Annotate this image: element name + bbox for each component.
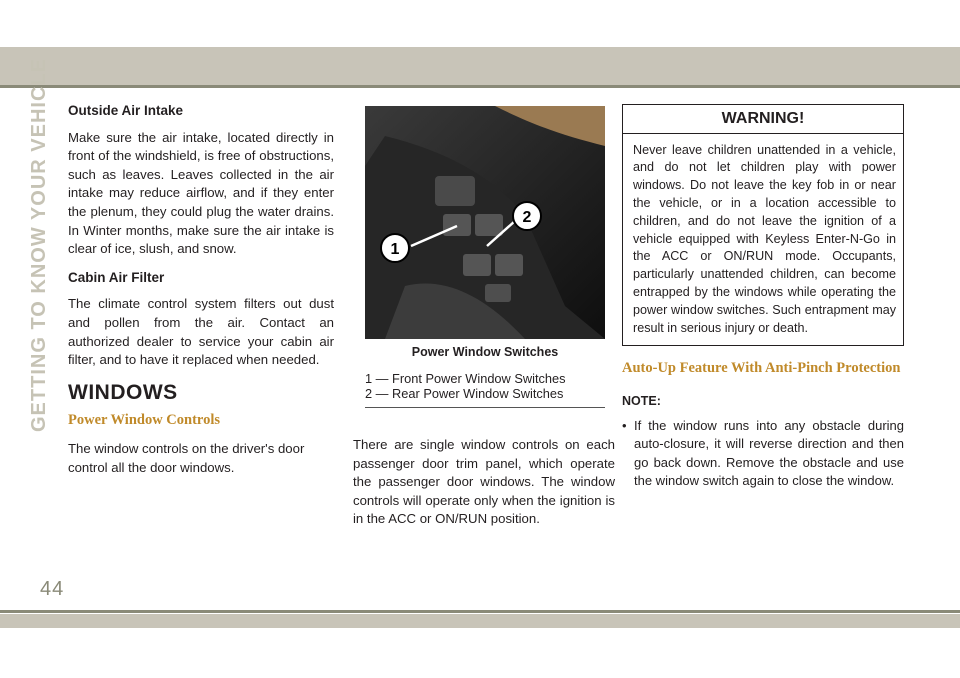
header-band [0,47,960,85]
warning-title: WARNING! [623,105,903,134]
paragraph-single-window-controls: There are single window controls on each passenger door trim panel, which operate the passenger door windows. The window controls will operate only when the ignition is in the ACC or ON/RUN position. [353,437,615,527]
note-bullet-text: If the window runs into any obstacle during auto-closure, it will reverse direction and then go back down. Remove the obstacle and use the window switch again to close the window. [634,417,904,489]
warning-text: Never leave children unattended in a vehicle, and do not let children play with power windows. Do not leave the key fob in or near the vehicle, or in a location accessible to children, and do not leave the ignition of a vehicle equipped with Keyless Enter-N-Go in the ACC or ON/RUN mode. Occupants, particularly unattended children, can become entrapped by the windows while operating the power window switches. Such entrapment may result in serious injury or death. [633,142,896,335]
callout-label-1: 1 [390,241,400,258]
figure-caption: Power Window Switches [411,345,559,359]
window-switch-rear-left [463,254,491,276]
callout-label-2: 2 [522,209,532,226]
paragraph-outside-air-intake: Make sure the air intake, located directly in front of the windshield, is free of obstructions, such as leaves. Leaves collected in the air intake may reduce airflow, and if they enter the plenum, they could plug the water drains. In Winter months, make sure the air intake is clear of ice, slush, and snow. [68,129,334,257]
window-switch-rear-right [495,254,523,276]
column-left [68,102,334,488]
paragraph-cabin-air-filter: The climate control system filters out dust and pollen from the air. Contact an authorized dealer to service your cabin air filter, and to have it replaced when needed. [68,296,334,368]
column-right [622,104,904,491]
header-rule [0,85,960,88]
heading-auto-up-anti-pinch: Auto-Up Feature With Anti-Pinch Protection [622,360,901,377]
note-bullet-item [622,417,904,491]
figure-legend [365,371,605,401]
power-window-switches-photo [365,106,605,339]
window-switch-front-left [443,214,471,236]
legend-item-2: 2 — Rear Power Window Switches [365,386,564,401]
note-label: NOTE: [622,394,661,409]
section-side-title: GETTING TO KNOW YOUR VEHICLE [28,58,50,432]
window-lock-switch [485,284,511,302]
footer-band [0,614,960,628]
heading-power-window-controls: Power Window Controls [68,412,221,429]
heading-windows: WINDOWS [68,380,178,404]
mirror-switch [435,176,475,206]
legend-item-1: 1 — Front Power Window Switches [365,371,566,386]
bullet-dot: • [622,417,627,433]
door-panel-illustration [365,106,605,339]
footer-rule [0,610,960,613]
page-number: 44 [40,578,65,600]
heading-outside-air-intake: Outside Air Intake [68,103,184,118]
heading-cabin-air-filter: Cabin Air Filter [68,269,165,285]
legend-divider [365,407,605,408]
paragraph-power-window-controls: The window controls on the driver's door control all the door windows. [68,441,305,475]
warning-box [622,104,904,346]
window-switch-front-right [475,214,503,236]
